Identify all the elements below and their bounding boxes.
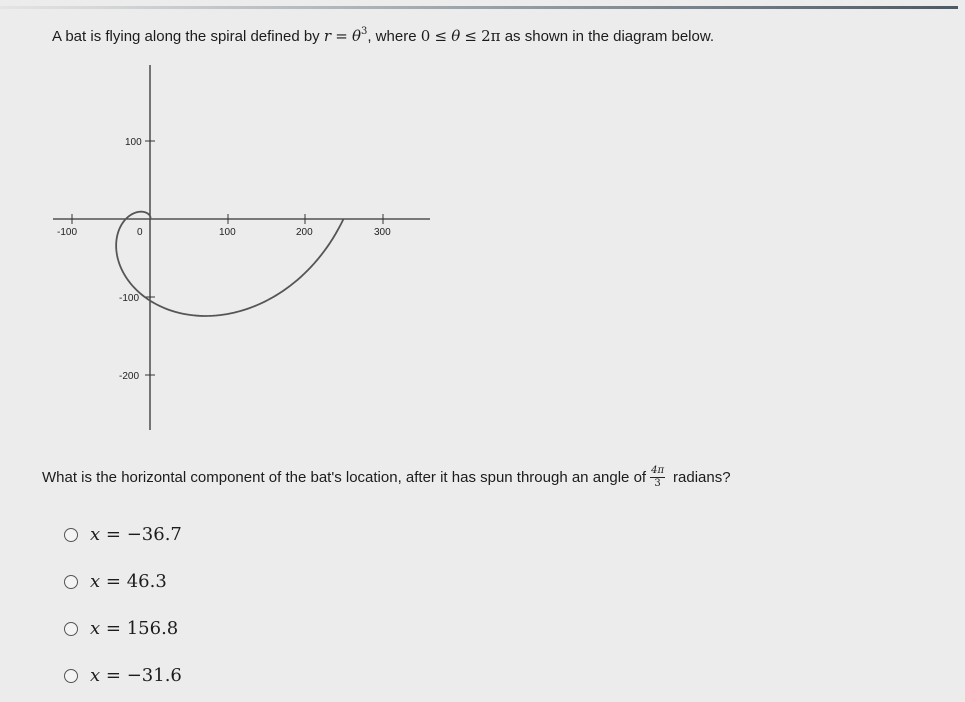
r-variable: r xyxy=(323,27,332,45)
fraction-numerator: 4π xyxy=(651,465,665,476)
intro-tail: as shown in the diagram below. xyxy=(504,28,715,45)
theta-variable: θ xyxy=(351,27,361,45)
x-tick-label: 100 xyxy=(219,227,236,238)
exponent: 3 xyxy=(360,26,368,37)
x-tick-label: 200 xyxy=(296,227,313,238)
top-divider xyxy=(0,6,958,9)
option-label: x = 46.3 xyxy=(90,571,167,592)
range-high: 2π xyxy=(481,27,501,45)
fraction xyxy=(650,466,665,489)
problem-statement xyxy=(52,26,714,45)
fraction-denominator: 3 xyxy=(654,478,661,489)
leq-sign: ≤ xyxy=(434,27,448,45)
radio-button[interactable] xyxy=(64,622,78,636)
spiral-diagram xyxy=(45,60,445,440)
option-label: x = −31.6 xyxy=(90,665,182,686)
range-low: 0 xyxy=(420,27,431,45)
radio-button[interactable] xyxy=(64,575,78,589)
answer-option-1[interactable] xyxy=(64,524,182,545)
intro-lead: A bat is flying along the spiral defined by xyxy=(52,28,320,45)
question-tail: radians? xyxy=(673,469,731,486)
answer-option-4[interactable] xyxy=(64,665,182,686)
x-tick-label: -100 xyxy=(57,227,78,238)
radio-button[interactable] xyxy=(64,528,78,542)
y-tick-label: -200 xyxy=(119,371,140,382)
question-text xyxy=(42,466,731,489)
option-label: x = 156.8 xyxy=(90,618,179,639)
range-theta: θ xyxy=(451,27,461,45)
answer-option-2[interactable] xyxy=(64,571,167,592)
y-tick-label: 100 xyxy=(125,137,142,148)
y-tick-label: -100 xyxy=(119,293,140,304)
x-tick-label: 0 xyxy=(137,227,143,238)
equals-sign: = xyxy=(335,27,348,45)
x-tick-label: 300 xyxy=(374,227,391,238)
answer-option-3[interactable] xyxy=(64,618,178,639)
question-body: What is the horizontal component of the bat's location, after it has spun through an angle of xyxy=(42,469,647,486)
intro-where: , where xyxy=(367,28,417,45)
leq-sign-2: ≤ xyxy=(464,27,477,45)
option-label: x = −36.7 xyxy=(90,524,182,545)
radio-button[interactable] xyxy=(64,669,78,683)
